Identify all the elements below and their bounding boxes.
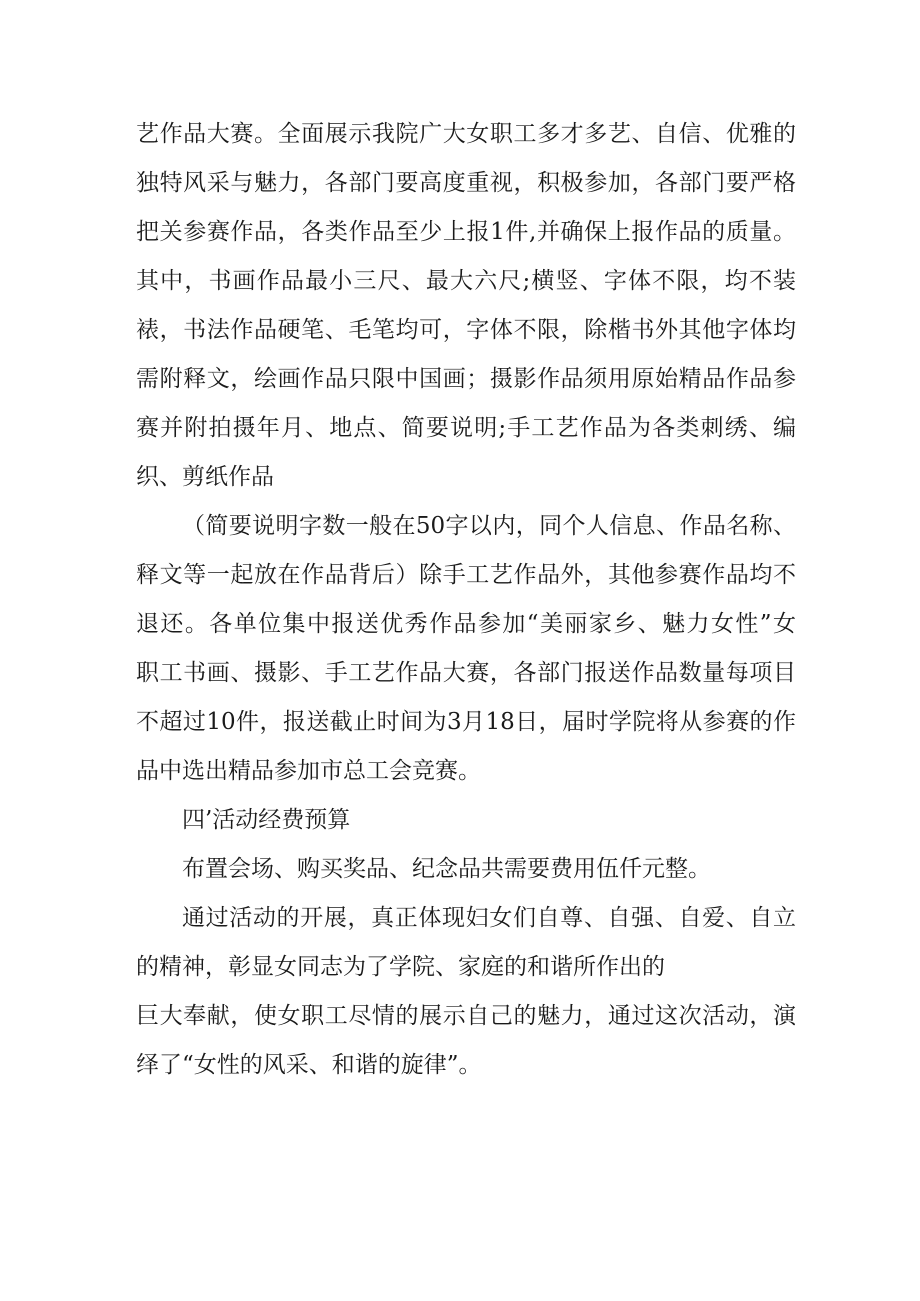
text-line: 的精神，彰显女同志为了学院、家庭的和谐所作出的	[136, 954, 665, 980]
text-line: 赛并附拍摄年月、地点、简要说明;手工艺作品为各类刺绣、编	[136, 415, 796, 441]
text-line: 职工书画、摄影、手工艺作品大赛，各部门报送作品数量每项目	[136, 660, 796, 686]
text-line: 退还。各单位集中报送优秀作品参加“美丽家乡、魅力女性”女	[136, 611, 796, 637]
text-line: 织、剪纸作品	[136, 464, 274, 490]
text-line: 其中，书画作品最小三尺、最大六尺;横竖、字体不限，均不装	[136, 268, 796, 294]
section-heading: 四’活动经费预算	[182, 807, 351, 833]
text-line: 需附释文，绘画作品只限中国画；摄影作品须用原始精品作品参	[136, 366, 796, 392]
text-line: 品中选出精品参加市总工会竞赛。	[136, 758, 481, 784]
text-line: 绎了“女性的风采、和谐的旋律”。	[136, 1052, 482, 1078]
text-line: 通过活动的开展，真正体现妇女们自尊、自强、自爱、自立	[182, 905, 796, 931]
text-line: 巨大奉献，使女职工尽情的展示自己的魅力，通过这次活动，演	[136, 1003, 796, 1029]
text-line: 独特风采与魅力，各部门要高度重视，积极参加，各部门要严格	[136, 170, 796, 196]
text-line: 布置会场、购买奖品、纪念品共需要费用伍仟元整。	[182, 856, 711, 882]
text-line: 不超过10件，报送截止时间为3月18日，届时学院将从参赛的作	[136, 709, 796, 735]
text-line: 把关参赛作品，各类作品至少上报1件,并确保上报作品的质量。	[136, 219, 796, 245]
text-line: 释文等一起放在作品背后）除手工艺作品外，其他参赛作品均不	[136, 562, 796, 588]
text-line: 艺作品大赛。全面展示我院广大女职工多才多艺、自信、优雅的	[136, 121, 796, 147]
text-line: 裱，书法作品硬笔、毛笔均可，字体不限，除楷书外其他字体均	[136, 317, 796, 343]
body-text	[136, 110, 796, 1090]
text-line: （简要说明字数一般在50字以内，同个人信息、作品名称、	[182, 513, 796, 539]
